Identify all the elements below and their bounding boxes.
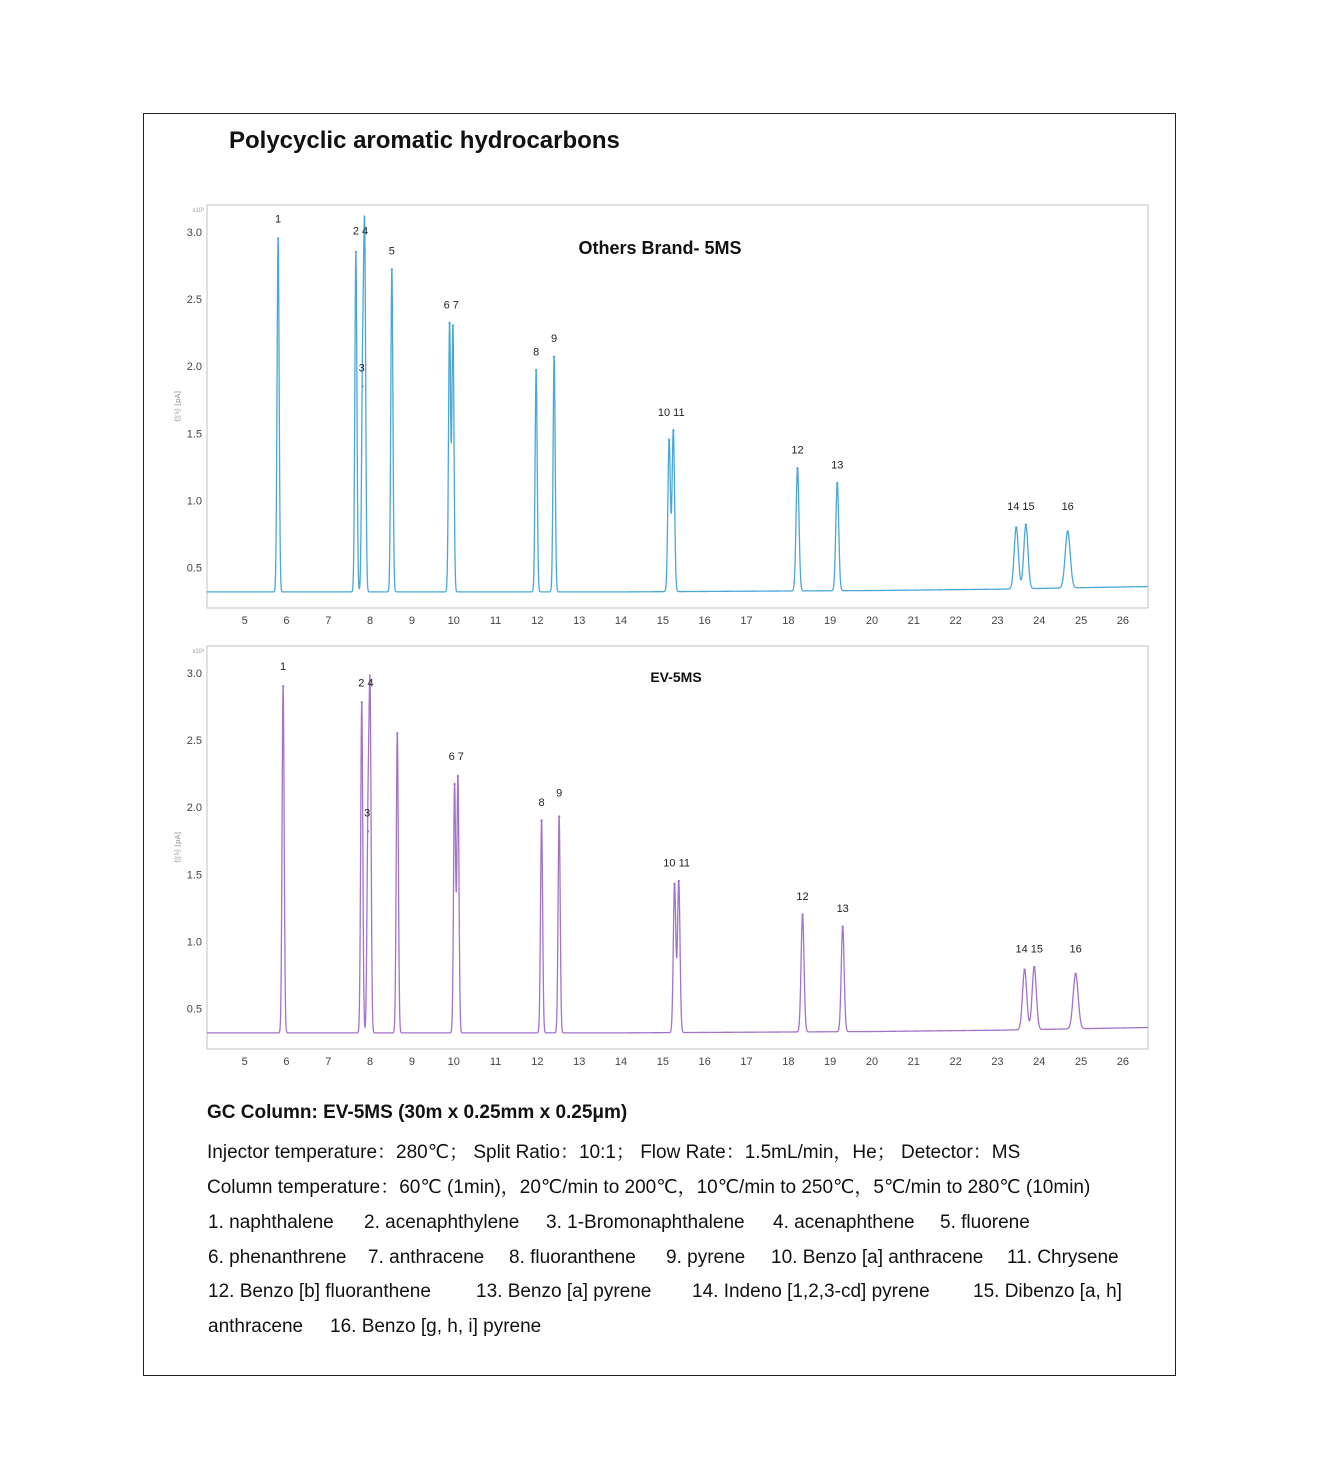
bottom-x-tick-label: 6 [283,1056,290,1068]
page-title: Polycyclic aromatic hydrocarbons [229,127,620,154]
bottom-peak-10 [673,883,675,885]
compound-2: 2. acenaphthylene [364,1212,520,1233]
top-x-tick-label: 26 [1116,615,1130,627]
bottom-x-tick-label: 5 [241,1056,248,1068]
top-peak-16 [1067,530,1069,532]
compound-6: 6. phenanthrene [208,1247,347,1268]
top-x-tick-label: 19 [824,615,837,627]
top-x-tick-label: 15 [656,615,669,627]
bottom-peak-1 [282,685,284,687]
bottom-x-tick-label: 17 [740,1056,753,1068]
bottom-peak-label: 10 11 [663,857,691,870]
top-peak-14 [1015,526,1017,528]
compound-7: 7. anthracene [368,1247,485,1268]
bottom-peak-11 [678,880,680,882]
top-y-tick-label: 1.0 [186,495,202,508]
top-y-tick-label: 0.5 [186,562,202,575]
top-x-tick-label: 21 [907,615,920,627]
top-y-tick-label: 2.5 [186,294,202,307]
bottom-peak-3 [367,830,369,832]
bottom-peak-14 [1023,969,1025,971]
top-y-tick-label: 3.0 [186,226,202,239]
bottom-x-tick-label: 10 [447,1056,460,1068]
bottom-x-tick-label: 12 [531,1056,544,1068]
top-x-tick-label: 14 [614,615,628,627]
compound-12: 12. Benzo [b] fluoranthene [208,1281,431,1302]
bottom-x-tick-label: 15 [656,1056,669,1068]
compound-14: 14. Indeno [1,2,3-cd] pyrene [692,1281,930,1302]
top-peak-1 [277,237,279,239]
compound-15-continued: anthracene [208,1316,304,1337]
top-peak-8 [535,369,537,371]
top-x-tick-label: 13 [573,615,586,627]
top-peak-4 [363,248,365,250]
top-peak-5 [391,268,393,270]
top-peak-7 [452,325,454,327]
top-y-axis-label: 信号 [pA] [174,391,182,422]
top-peak-13 [836,482,838,484]
top-peak-label: 2 4 [352,225,369,238]
bottom-peak-13 [841,926,843,928]
bottom-x-tick-label: 19 [824,1056,837,1068]
top-x-tick-label: 11 [489,615,502,627]
gc-column-heading: GC Column: EV-5MS (30m x 0.25mm x 0.25μm) [207,1102,628,1123]
bottom-peak-label: 6 7 [448,751,464,764]
compound-16: 16. Benzo [g, h, i] pyrene [330,1316,542,1337]
bottom-peak-16 [1074,973,1076,975]
top-x-tick-label: 18 [782,615,795,627]
top-x-tick-label: 10 [447,615,460,627]
compound-9: 9. pyrene [666,1247,746,1268]
bottom-peak-15 [1033,966,1035,968]
bottom-peak-4 [369,707,371,709]
bottom-x-tick-label: 20 [865,1056,879,1068]
bottom-peak-label: 9 [556,787,563,800]
top-peak-6 [448,322,450,324]
top-peak-label: 1 [275,213,282,226]
top-x-tick-label: 24 [1033,615,1046,627]
column-temperature: Column temperature：60℃ (1min)，20℃/min to 200℃，10℃/min to 250℃，5℃/min to 280℃ (10min) [207,1177,1091,1198]
bottom-x-tick-label: 8 [367,1056,374,1068]
top-y-tick-label: 1.5 [186,428,202,441]
top-peak-15 [1025,524,1027,526]
bottom-x-tick-label: 21 [907,1056,920,1068]
top-peak-11 [672,429,674,431]
bottom-x-tick-label: 9 [408,1056,415,1068]
bottom-x-tick-label: 11 [489,1056,502,1068]
bottom-chart-title: EV-5MS [650,669,702,685]
top-peak-label: 12 [791,444,804,457]
bottom-x-tick-label: 25 [1074,1056,1088,1068]
top-peak-2 [355,251,357,253]
top-peak-label: 3 [358,362,365,375]
bottom-x-tick-label: 7 [325,1056,332,1068]
top-x-tick-label: 20 [865,615,879,627]
bottom-peak-8 [540,819,542,821]
top-x-tick-label: 12 [531,615,544,627]
bottom-x-tick-label: 23 [991,1056,1004,1068]
bottom-y-tick-label: 2.5 [186,735,202,748]
top-x-tick-label: 5 [241,615,248,627]
bottom-x-tick-label: 13 [573,1056,586,1068]
bottom-signal-trace [207,675,1148,1033]
top-x-tick-label: 7 [325,615,332,627]
chromatogram-others-brand [170,200,1160,640]
bottom-peak-9 [558,815,560,817]
bottom-peak-2 [361,701,363,703]
chromatogram-ev-5ms [170,641,1160,1081]
bottom-peak-7 [457,775,459,777]
bottom-peak-label: 16 [1069,943,1082,956]
top-peak-10 [668,439,670,441]
bottom-peak-label: 12 [796,890,809,903]
bottom-x-tick-label: 14 [614,1056,628,1068]
compound-13: 13. Benzo [a] pyrene [476,1281,652,1302]
top-x-tick-label: 8 [367,615,374,627]
bottom-y-tick-label: 2.0 [186,802,202,815]
top-peak-label: 13 [831,459,844,472]
top-y-scale-label: x10³ [192,208,204,214]
top-peak-3 [361,385,363,387]
bottom-plot-frame [207,646,1148,1049]
top-peak-9 [553,356,555,358]
bottom-peak-label: 14 15 [1015,943,1043,956]
top-peak-label: 8 [533,346,540,359]
bottom-peak-12 [801,913,803,915]
bottom-y-tick-label: 3.0 [186,667,202,680]
bottom-x-tick-label: 22 [949,1056,962,1068]
top-x-tick-label: 25 [1074,615,1088,627]
bottom-y-axis-label: 信号 [pA] [174,832,182,863]
bottom-peak-label: 3 [364,807,371,820]
top-x-tick-label: 17 [740,615,753,627]
top-peak-label: 14 15 [1007,500,1035,513]
top-peak-12 [796,467,798,469]
bottom-y-tick-label: 1.0 [186,936,202,949]
bottom-peak-label: 1 [280,661,287,674]
bottom-peak-label: 8 [538,796,545,809]
top-peak-label: 5 [388,245,395,258]
compound-3: 3. 1-Bromonaphthalene [546,1212,745,1233]
top-peak-label: 16 [1061,500,1074,513]
top-x-tick-label: 16 [698,615,711,627]
top-x-tick-label: 23 [991,615,1004,627]
compound-1: 1. naphthalene [208,1212,334,1233]
bottom-x-tick-label: 18 [782,1056,795,1068]
top-peak-label: 6 7 [443,299,459,312]
injector-conditions: Injector temperature：280℃； Split Ratio：10:1； Flow Rate：1.5mL/min，He； Detector：MS [207,1142,1021,1163]
top-x-tick-label: 9 [408,615,415,627]
bottom-peak-6 [453,783,455,785]
top-peak-label: 9 [551,333,558,346]
top-peak-label: 10 11 [657,406,685,419]
bottom-x-tick-label: 26 [1116,1056,1130,1068]
bottom-x-tick-label: 16 [698,1056,711,1068]
compound-10: 10. Benzo [a] anthracene [771,1247,984,1268]
compound-4: 4. acenaphthene [773,1212,915,1233]
bottom-peak-label: 2 4 [358,677,374,690]
bottom-x-tick-label: 24 [1033,1056,1046,1068]
top-y-tick-label: 2.0 [186,361,202,374]
bottom-peak-5 [396,732,398,734]
top-x-tick-label: 22 [949,615,962,627]
bottom-y-scale-label: x10³ [192,649,204,655]
bottom-y-tick-label: 1.5 [186,869,202,882]
top-signal-trace [207,215,1148,592]
top-chart-title: Others Brand- 5MS [578,238,742,258]
bottom-peak-label: 13 [836,902,849,915]
compound-8: 8. fluoranthene [509,1247,636,1268]
compound-11: 11. Chrysene [1007,1247,1119,1268]
bottom-y-tick-label: 0.5 [186,1003,202,1016]
compound-15: 15. Dibenzo [a, h] [973,1281,1122,1302]
compound-5: 5. fluorene [940,1212,1030,1233]
top-x-tick-label: 6 [283,615,290,627]
